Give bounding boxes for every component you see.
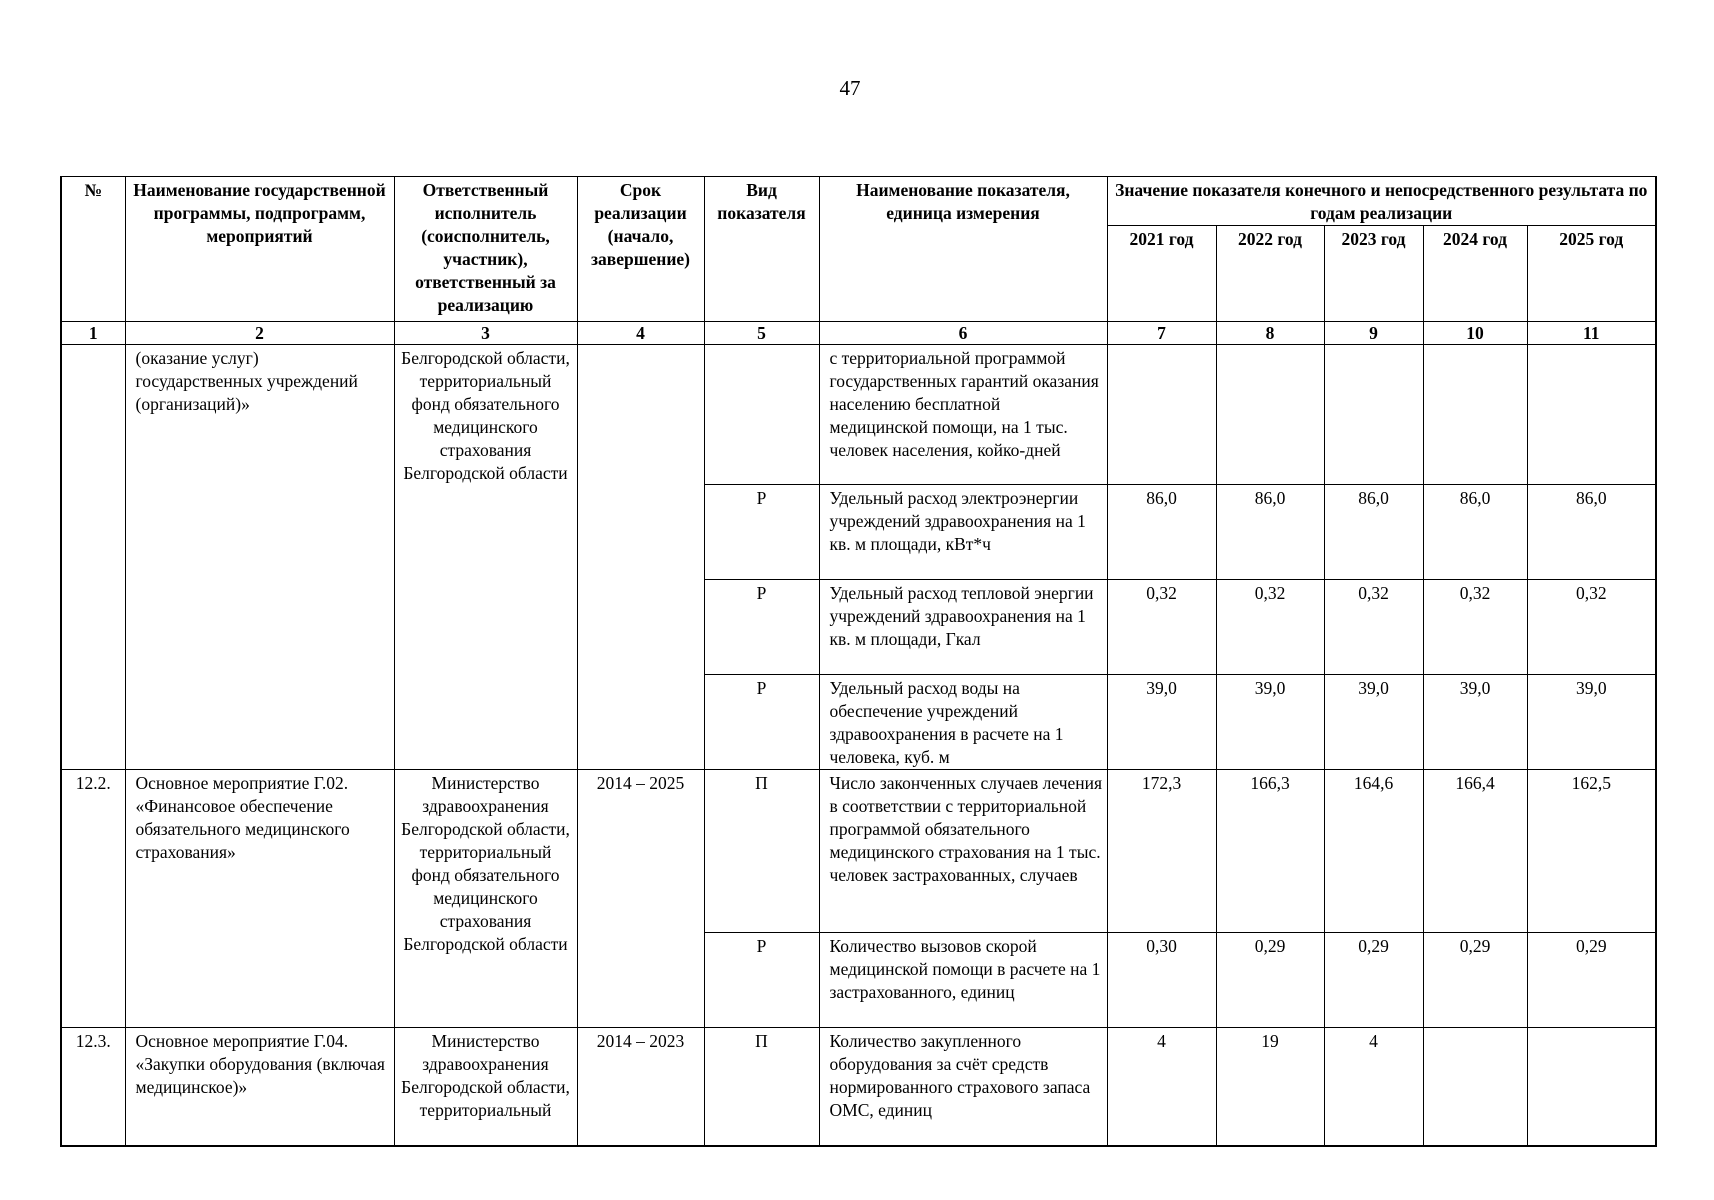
value-2022: 166,3 [1216, 770, 1324, 933]
value-2025: 86,0 [1527, 485, 1656, 580]
header-year-2022: 2022 год [1216, 226, 1324, 322]
column-number: 7 [1107, 322, 1216, 345]
value-2022 [1216, 345, 1324, 485]
value-2021: 172,3 [1107, 770, 1216, 933]
column-number: 9 [1324, 322, 1423, 345]
header-indicator: Наименование показателя, единица измерения [819, 177, 1107, 322]
program-name: (оказание услуг) государственных учреждений (организаций)» [125, 345, 394, 770]
indicator-name: Количество закупленного оборудования за счёт средств нормированного страхового запаса ОМС, единиц [819, 1028, 1107, 1146]
value-2024: 86,0 [1423, 485, 1527, 580]
value-2024: 0,32 [1423, 580, 1527, 675]
value-2022: 0,29 [1216, 933, 1324, 1028]
value-2024: 166,4 [1423, 770, 1527, 933]
header-year-2025: 2025 год [1527, 226, 1656, 322]
header-year-2023: 2023 год [1324, 226, 1423, 322]
program-name: Основное мероприятие Г.04. «Закупки оборудования (включая медицинское)» [125, 1028, 394, 1146]
indicator-type: П [704, 1028, 819, 1146]
value-2022: 86,0 [1216, 485, 1324, 580]
table-row [61, 1028, 1656, 1146]
indicator-name: Удельный расход воды на обеспечение учреждений здравоохранения в расчете на 1 человека, куб. м [819, 675, 1107, 770]
value-2023: 0,29 [1324, 933, 1423, 1028]
value-2023: 164,6 [1324, 770, 1423, 933]
indicator-type: Р [704, 485, 819, 580]
value-2021: 0,32 [1107, 580, 1216, 675]
page-number: 47 [839, 76, 861, 100]
value-2022: 39,0 [1216, 675, 1324, 770]
program-name: Основное мероприятие Г.02. «Финансовое обеспечение обязательного медицинского страхования» [125, 770, 394, 1028]
value-2023: 39,0 [1324, 675, 1423, 770]
indicator-name: Число законченных случаев лечения в соответствии с территориальной программой обязательного медицинского страхования на 1 тыс. человек застрахованных, случаев [819, 770, 1107, 933]
column-number: 5 [704, 322, 819, 345]
header-values-group: Значение показателя конечного и непосредственного результата по годам реализации [1107, 177, 1656, 226]
value-2025: 0,29 [1527, 933, 1656, 1028]
indicator-type: П [704, 770, 819, 933]
value-2021: 86,0 [1107, 485, 1216, 580]
value-2023: 0,32 [1324, 580, 1423, 675]
value-2023: 4 [1324, 1028, 1423, 1146]
executor-name: Белгородской области, территориальный фонд обязательного медицинского страхования Белгородской области [394, 345, 577, 770]
value-2024 [1423, 1028, 1527, 1146]
value-2023 [1324, 345, 1423, 485]
row-number [61, 345, 125, 770]
value-2023: 86,0 [1324, 485, 1423, 580]
column-number: 2 [125, 322, 394, 345]
term: 2014 – 2025 [577, 770, 704, 1028]
table-row [61, 770, 1656, 933]
value-2025: 162,5 [1527, 770, 1656, 933]
value-2022: 19 [1216, 1028, 1324, 1146]
value-2025 [1527, 345, 1656, 485]
value-2024 [1423, 345, 1527, 485]
term [577, 345, 704, 770]
header-program: Наименование государственной программы, подпрограмм, мероприятий [125, 177, 394, 322]
indicator-name: Удельный расход электроэнергии учреждений здравоохранения на 1 кв. м площади, кВт*ч [819, 485, 1107, 580]
header-num: № [61, 177, 125, 322]
header-year-2024: 2024 год [1423, 226, 1527, 322]
column-number-row [61, 322, 1656, 345]
row-number: 12.3. [61, 1028, 125, 1146]
value-2021: 0,30 [1107, 933, 1216, 1028]
indicator-name: с территориальной программой государственных гарантий оказания населению бесплатной медицинской помощи, на 1 тыс. человек населения, койко-дней [819, 345, 1107, 485]
value-2022: 0,32 [1216, 580, 1324, 675]
indicator-type: Р [704, 580, 819, 675]
indicator-type: Р [704, 675, 819, 770]
header-year-2021: 2021 год [1107, 226, 1216, 322]
row-number: 12.2. [61, 770, 125, 1028]
indicator-type: Р [704, 933, 819, 1028]
value-2025: 0,32 [1527, 580, 1656, 675]
column-number: 8 [1216, 322, 1324, 345]
indicator-name: Удельный расход тепловой энергии учреждений здравоохранения на 1 кв. м площади, Гкал [819, 580, 1107, 675]
table-row [61, 345, 1656, 485]
value-2025: 39,0 [1527, 675, 1656, 770]
column-number: 10 [1423, 322, 1527, 345]
value-2024: 0,29 [1423, 933, 1527, 1028]
value-2021: 39,0 [1107, 675, 1216, 770]
header-executor: Ответственный исполнитель (соисполнитель, участник), ответственный за реализацию [394, 177, 577, 322]
column-number: 11 [1527, 322, 1656, 345]
header-type: Вид показателя [704, 177, 819, 322]
value-2021 [1107, 345, 1216, 485]
value-2025 [1527, 1028, 1656, 1146]
indicator-type [704, 345, 819, 485]
term: 2014 – 2023 [577, 1028, 704, 1146]
indicator-name: Количество вызовов скорой медицинской помощи в расчете на 1 застрахованного, единиц [819, 933, 1107, 1028]
executor-name: Министерство здравоохранения Белгородской области, территориальный фонд обязательного медицинского страхования Белгородской области [394, 770, 577, 1028]
value-2021: 4 [1107, 1028, 1216, 1146]
column-number: 1 [61, 322, 125, 345]
executor-name: Министерство здравоохранения Белгородской области, территориальный [394, 1028, 577, 1146]
column-number: 6 [819, 322, 1107, 345]
column-number: 4 [577, 322, 704, 345]
program-indicators-table [60, 176, 1657, 1147]
header-term: Срок реализации (начало, завершение) [577, 177, 704, 322]
column-number: 3 [394, 322, 577, 345]
value-2024: 39,0 [1423, 675, 1527, 770]
